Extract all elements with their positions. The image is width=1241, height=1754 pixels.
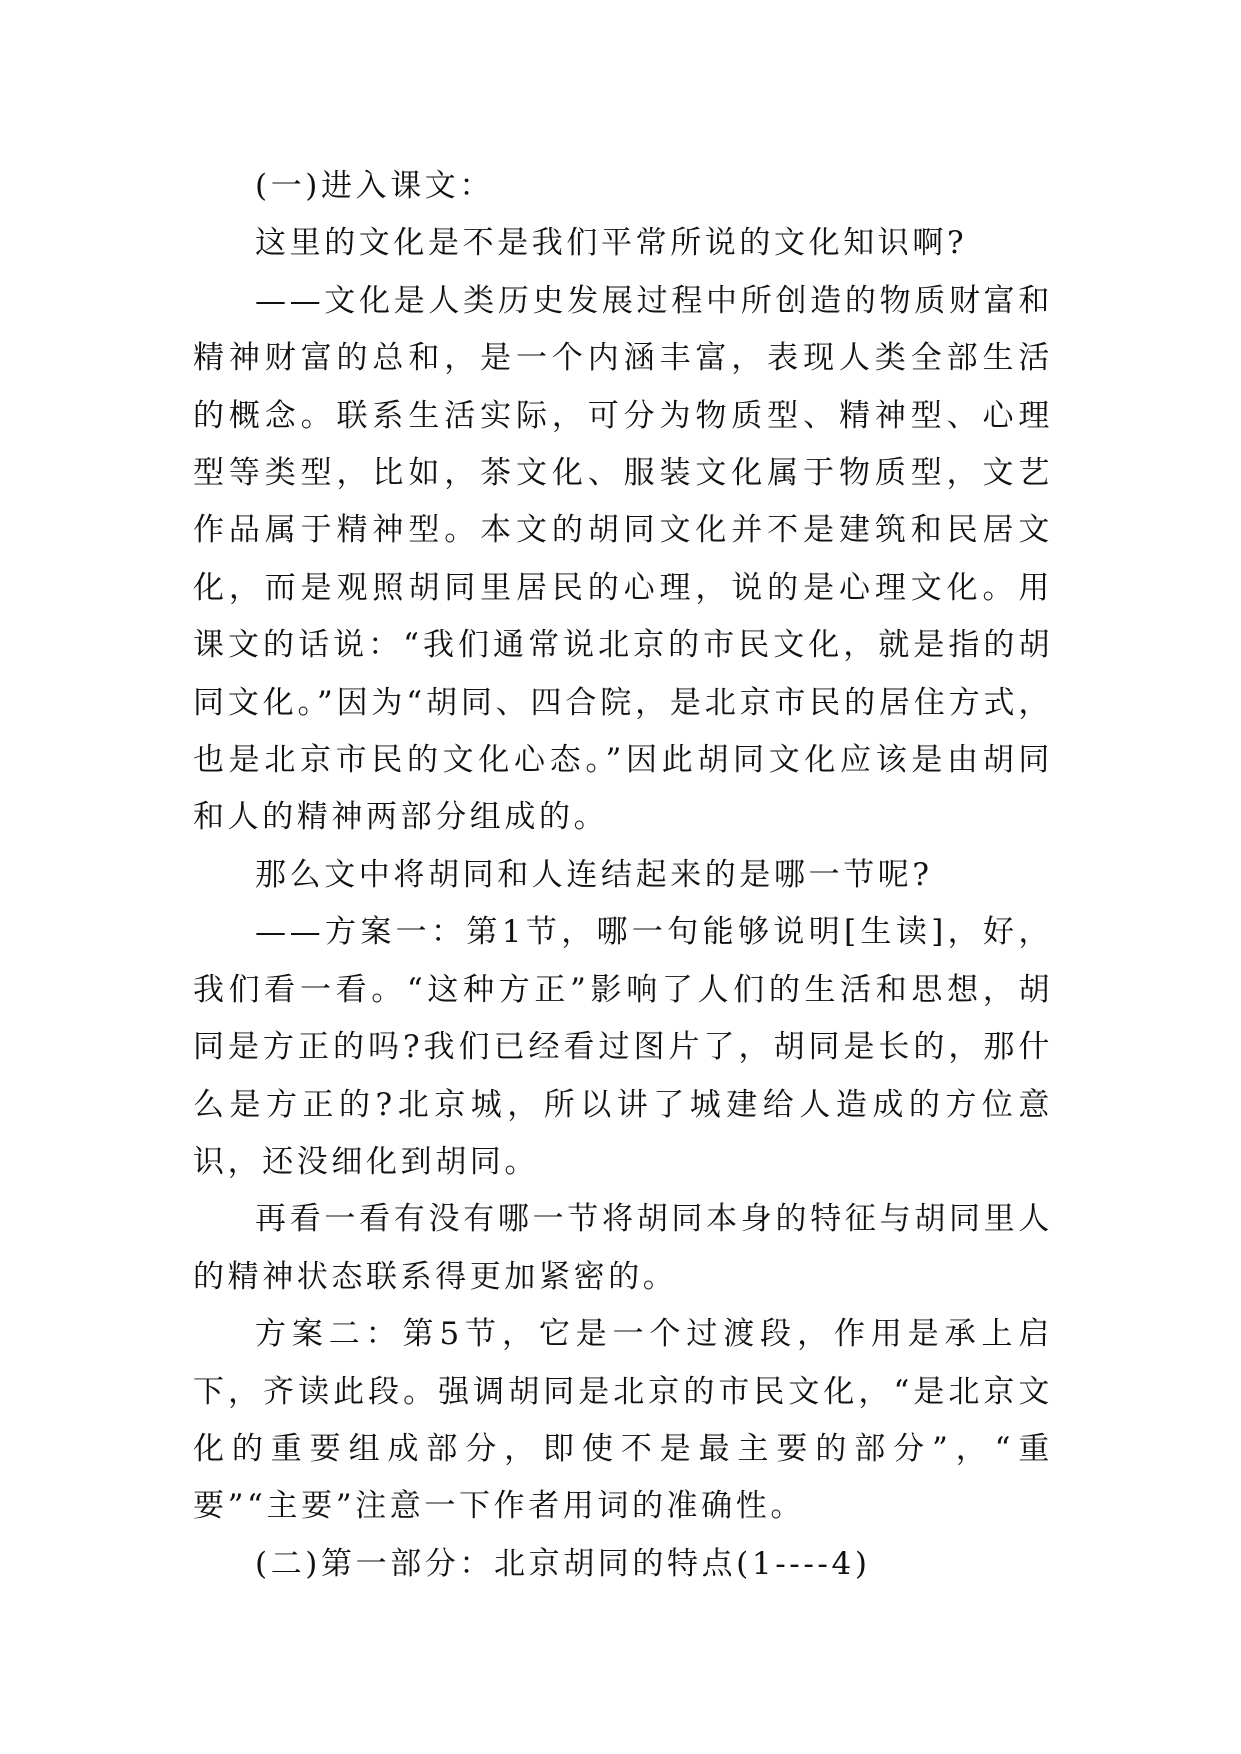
question-paragraph-2: 那么文中将胡同和人连结起来的是哪一节呢?	[255, 856, 933, 893]
question-paragraph: 这里的文化是不是我们平常所说的文化知识啊?	[255, 225, 968, 262]
section-heading-part-one: (二)第一部分：北京胡同的特点(1----4)	[255, 1545, 871, 1582]
document-body	[193, 158, 1053, 1593]
culture-definition-paragraph: ——文化是人类历史发展过程中所创造的物质财富和精神财富的总和，是一个内涵丰富，表现人类全部生活的概念。联系生活实际，可分为物质型、精神型、心理型等类型，比如，茶文化、服装文化属于物质型，文艺作品属于精神型。本文的胡同文化并不是建筑和民居文化，而是观照胡同里居民的心理，说的是心理文化。用课文的话说：“我们通常说北京的市民文化，就是指的胡同文化。”因为“胡同、四合院，是北京市民的居住方式，也是北京市民的文化心态。”因此胡同文化应该是由胡同和人的精神两部分组成的。	[193, 282, 1053, 836]
follow-up-paragraph: 再看一看有没有哪一节将胡同本身的特征与胡同里人的精神状态联系得更加紧密的。	[193, 1201, 1053, 1295]
plan-two-paragraph: 方案二：第5节，它是一个过渡段，作用是承上启下，齐读此段。强调胡同是北京的市民文化，“是北京文化的重要组成部分，即使不是最主要的部分”，“重要”“主要”注意一下作者用词的准确性。	[193, 1316, 1053, 1525]
section-heading-enter-text: (一)进入课文：	[255, 168, 494, 204]
plan-one-paragraph: ——方案一：第1节，哪一句能够说明[生读]，好，我们看一看。“这种方正”影响了人们的生活和思想，胡同是方正的吗?我们已经看过图片了，胡同是长的，那什么是方正的?北京城，所以讲了城建给人造成的方位意识，还没细化到胡同。	[193, 914, 1053, 1180]
